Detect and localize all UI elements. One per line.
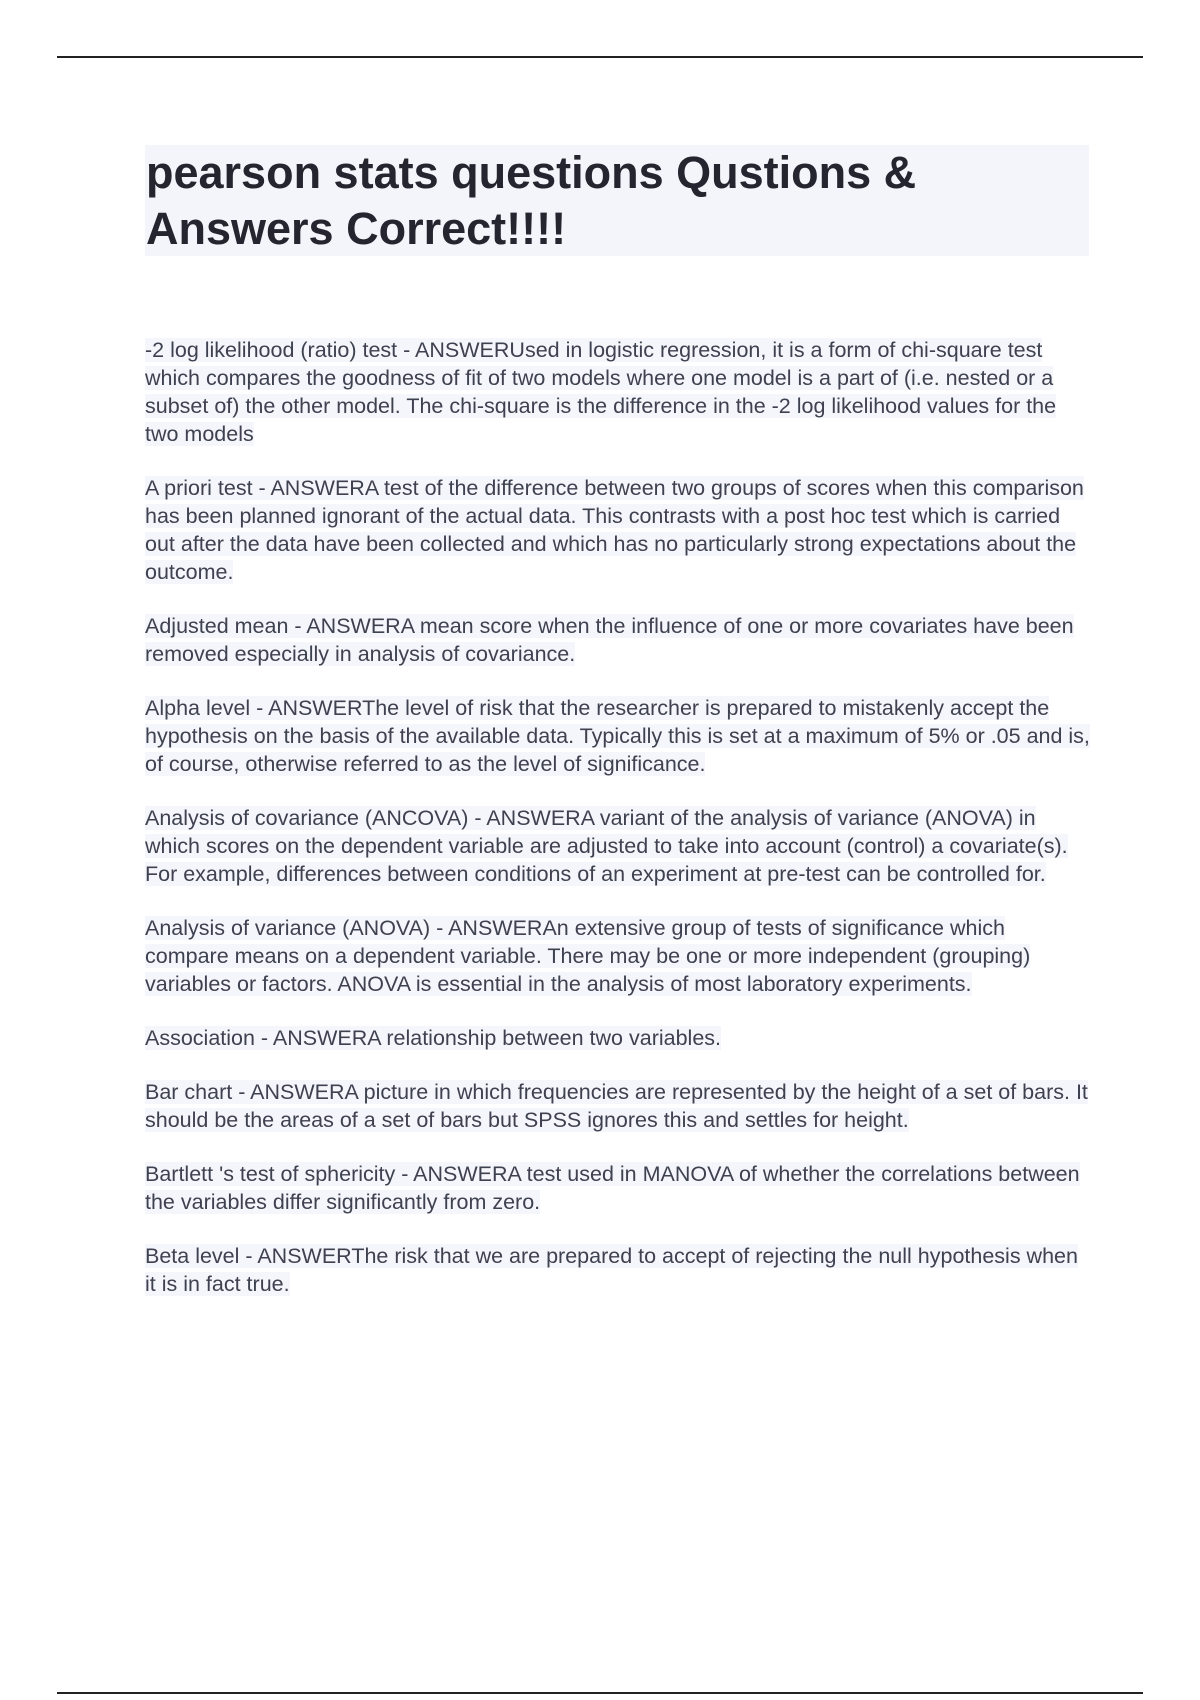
entry-text: Alpha level - ANSWERThe level of risk that the researcher is prepared to mistakenly accept the hypothesis on the basis of the available data. Typically this is set at a maximum of 5% or .05 and is, of course, otherwise referred to as the level of significance. — [145, 696, 1090, 776]
list-item — [145, 1160, 1093, 1216]
entry-text: A priori test - ANSWERA test of the difference between two groups of scores when this comparison has been planned ignorant of the actual data. This contrasts with a post hoc test which is carried out after the data have been collected and which has no particularly strong expectations about the outcome. — [145, 476, 1084, 584]
entry-list — [145, 336, 1093, 1324]
bottom-divider — [57, 1692, 1143, 1694]
list-item — [145, 694, 1093, 778]
list-item — [145, 1024, 1093, 1052]
top-divider — [57, 56, 1143, 58]
page-title: pearson stats questions Qustions & Answers Correct!!!! — [145, 145, 1089, 256]
entry-text: Association - ANSWERA relationship between two variables. — [145, 1026, 721, 1050]
list-item — [145, 474, 1093, 586]
entry-text: Analysis of variance (ANOVA) - ANSWERAn extensive group of tests of significance which compare means on a dependent variable. There may be one or more independent (grouping) variables or factors. ANOVA is essential in the analysis of most laboratory experiments. — [145, 916, 1031, 996]
list-item — [145, 914, 1093, 998]
entry-text: Bar chart - ANSWERA picture in which frequencies are represented by the height of a set of bars. It should be the areas of a set of bars but SPSS ignores this and settles for height. — [145, 1080, 1088, 1132]
entry-text: Beta level - ANSWERThe risk that we are prepared to accept of rejecting the null hypothesis when it is in fact true. — [145, 1244, 1078, 1296]
entry-text: Adjusted mean - ANSWERA mean score when the influence of one or more covariates have been removed especially in analysis of covariance. — [145, 614, 1074, 666]
list-item — [145, 804, 1093, 888]
list-item — [145, 1242, 1093, 1298]
list-item — [145, 336, 1093, 448]
list-item — [145, 612, 1093, 668]
entry-text: Analysis of covariance (ANCOVA) - ANSWERA variant of the analysis of variance (ANOVA) in which scores on the dependent variable are adjusted to take into account (control) a covariate(s). For example, differences between conditions of an experiment at pre-test can be controlled for. — [145, 806, 1068, 886]
entry-text: -2 log likelihood (ratio) test - ANSWERUsed in logistic regression, it is a form of chi-square test which compares the goodness of fit of two models where one model is a part of (i.e. nested or a subset of) the other model. The chi-square is the difference in the -2 log likelihood values for the two models — [145, 338, 1057, 446]
list-item — [145, 1078, 1093, 1134]
entry-text: Bartlett 's test of sphericity - ANSWERA test used in MANOVA of whether the correlations between the variables differ significantly from zero. — [145, 1162, 1080, 1214]
